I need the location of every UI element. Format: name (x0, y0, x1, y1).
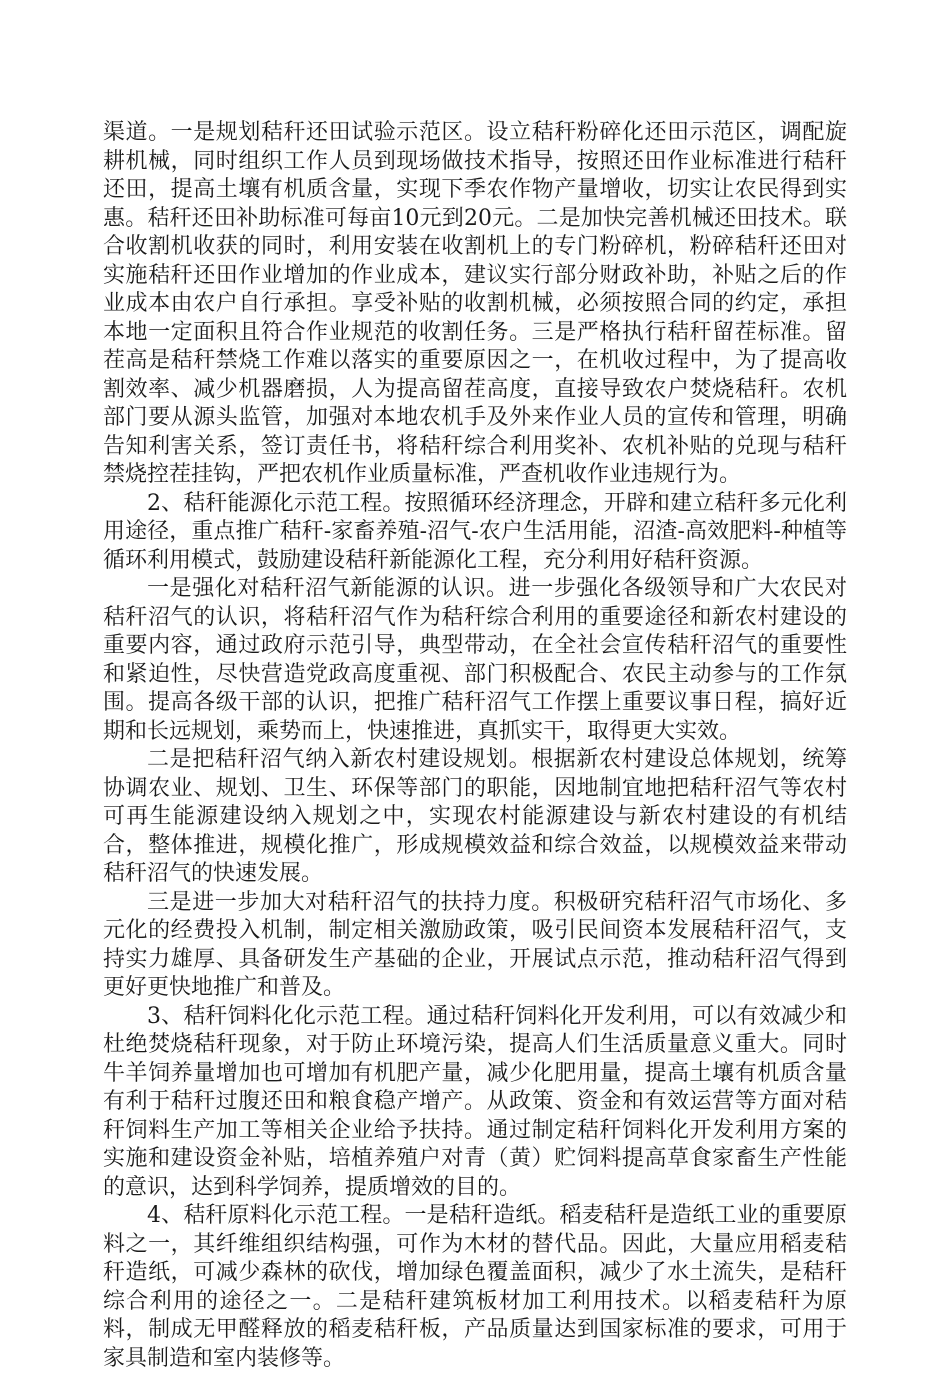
paragraph-raw-material-demonstration: 4、秸秆原料化示范工程。一是秸秆造纸。稻麦秸秆是造纸工业的重要原料之一，其纤维组织结构强，可作为木材的替代品。因此，大量应用稻麦秸秆造纸，可减少森林的砍伐，增加绿色覆盖面积，减少了水土流失，是秸秆综合利用的途径之一。二是秸秆建筑板材加工利用技术。以稻麦秸秆为原料，制成无甲醛释放的稻麦秸秆板，产品质量达到国家标准的要求，可用于家具制造和室内装修等。 (103, 1203, 847, 1371)
paragraph-energy-demonstration: 2、秸秆能源化示范工程。按照循环经济理念，开辟和建立秸秆多元化利用途径，重点推广秸秆-家畜养殖-沼气-农户生活用能，沼渣-高效肥料-种植等循环利用模式，鼓励建设秸秆新能源化工程，充分利用好秸秆资源。 (103, 490, 847, 573)
paragraph-biogas-support: 三是进一步加大对秸秆沼气的扶持力度。积极研究秸秆沼气市场化、多元化的经费投入机制，制定相关激励政策，吸引民间资本发展秸秆沼气，支持实力雄厚、具备研发生产基础的企业，开展试点示范，推动秸秆沼气得到更好更快地推广和普及。 (103, 889, 847, 1000)
paragraph-feed-demonstration: 3、秸秆饲料化化示范工程。通过秸秆饲料化开发利用，可以有效减少和杜绝焚烧秸秆现象，对于防止环境污染，提高人们生活质量意义重大。同时牛羊饲养量增加也可增加有机肥产量，减少化肥用量，提高土壤有机质含量有利于秸秆过腹还田和粮食稳产增产。从政策、资金和有效运营等方面对秸秆饲料生产加工等相关企业给予扶持。通过制定秸秆饲料化开发利用方案的实施和建设资金补贴，培植养殖户对青（黄）贮饲料提高草食家畜生产性能的意识，达到科学饲养，提质增效的目的。 (103, 1003, 847, 1200)
paragraph-biogas-planning: 二是把秸秆沼气纳入新农村建设规划。根据新农村建设总体规划，统筹协调农业、规划、卫生、环保等部门的职能，因地制宜地把秸秆沼气等农村可再生能源建设纳入规划之中，实现农村能源建设与新农村建设的有机结合，整体推进，规模化推广，形成规模效益和综合效益，以规模效益来带动秸秆沼气的快速发展。 (103, 747, 847, 886)
document-body (103, 119, 847, 1373)
paragraph-biogas-awareness: 一是强化对秸秆沼气新能源的认识。进一步强化各级领导和广大农民对秸秆沼气的认识，将秸秆沼气作为秸秆综合利用的重要途径和新农村建设的重要内容，通过政府示范引导，典型带动，在全社会宣传秸秆沼气的重要性和紧迫性，尽快营造党政高度重视、部门积极配合、农民主动参与的工作氛围。提高各级干部的认识，把推广秸秆沼气工作摆上重要议事日程，搞好近期和长远规划，乘势而上，快速推进，真抓实干，取得更大实效。 (103, 576, 847, 744)
paragraph-straw-return-measures: 渠道。一是规划秸秆还田试验示范区。设立秸秆粉碎化还田示范区，调配旋耕机械，同时组织工作人员到现场做技术指导，按照还田作业标准进行秸秆还田，提高土壤有机质含量，实现下季农作物产量增收，切实让农民得到实惠。秸秆还田补助标准可每亩10元到20元。二是加快完善机械还田技术。联合收割机收获的同时，利用安装在收割机上的专门粉碎机，粉碎秸秆还田对实施秸秆还田作业增加的作业成本，建议实行部分财政补助，补贴之后的作业成本由农户自行承担。享受补贴的收割机械，必须按照合同的约定，承担本地一定面积且符合作业规范的收割任务。三是严格执行秸秆留茬标准。留茬高是秸秆禁烧工作难以落实的重要原因之一，在机收过程中，为了提高收割效率、减少机器磨损，人为提高留茬高度，直接导致农户焚烧秸秆。农机部门要从源头监管，加强对本地农机手及外来作业人员的宣传和管理，明确告知利害关系，签订责任书，将秸秆综合利用奖补、农机补贴的兑现与秸秆禁烧控茬挂钩，严把农机作业质量标准，严查机收作业违规行为。 (103, 120, 847, 487)
